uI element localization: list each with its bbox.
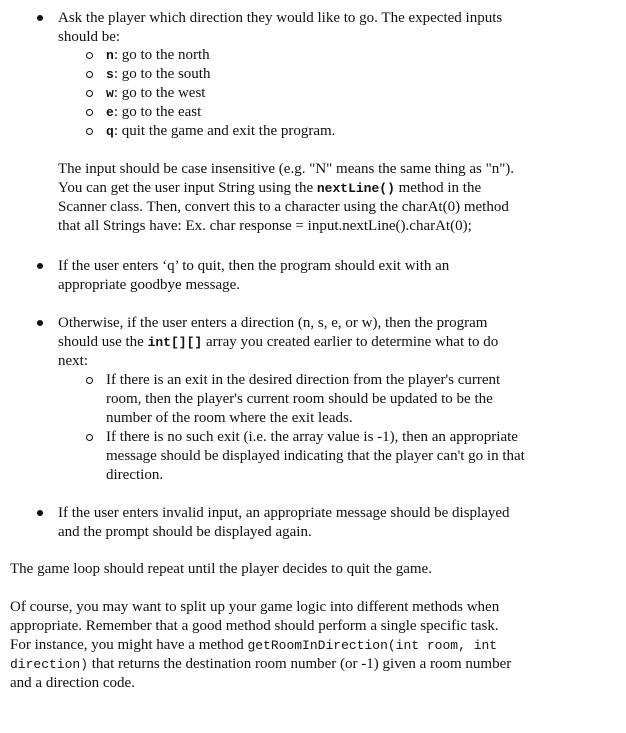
otherwise-line-2	[58, 333, 498, 352]
direction-item-s	[106, 65, 210, 84]
direction-key: q	[106, 124, 114, 139]
otherwise-text: array you created earlier to determine what to do	[202, 334, 499, 350]
otherwise-line-3: next:	[58, 353, 88, 369]
exit-exists-line-1: If there is an exit in the desired direction from the player's current	[106, 372, 501, 388]
code-int-array: int[][]	[147, 335, 203, 350]
circle-bullet	[86, 52, 93, 59]
invalid-paragraph	[58, 504, 510, 542]
circle-bullet	[86, 90, 93, 97]
otherwise-paragraph	[58, 314, 498, 371]
otherwise-text: should use the	[58, 334, 148, 350]
case-note-line-3: Scanner class. Then, convert this to a character using the charAt(0) method	[58, 199, 509, 215]
final-line-5: and a direction code.	[10, 675, 135, 691]
exit-exists-line-2: room, then the player's current room should be updated to be the	[106, 391, 493, 407]
final-line-4	[10, 655, 511, 674]
ask-line-1: Ask the player which direction they would like to go. The expected inputs	[58, 10, 503, 26]
ask-line-2: should be:	[58, 29, 121, 45]
final-paragraph	[10, 598, 511, 693]
circle-bullet	[86, 71, 93, 78]
exit-exists-line-3: number of the room where the exit leads.	[106, 410, 353, 426]
direction-item-n	[106, 46, 210, 65]
exit-exists-paragraph	[106, 371, 500, 428]
case-note-line-4: that all Strings have: Ex. char response = input.nextLine().charAt(0);	[58, 218, 472, 234]
no-exit-line-3: direction.	[106, 467, 164, 483]
no-exit-paragraph	[106, 428, 525, 485]
circle-bullet	[86, 377, 93, 384]
direction-item-w	[106, 84, 205, 103]
ask-paragraph	[58, 9, 502, 47]
case-note-line-2	[58, 179, 514, 198]
case-note-line-1: The input should be case insensitive (e.g. "N" means the same thing as "n").	[58, 161, 515, 177]
case-note-text: method in the	[394, 180, 482, 196]
no-exit-line-2: message should be displayed indicating that the player can't go in that	[106, 448, 525, 464]
final-line-3	[10, 636, 511, 655]
direction-desc: : go to the north	[113, 47, 210, 63]
bullet-dot	[37, 15, 43, 21]
direction-item-e	[106, 103, 201, 122]
final-text: For instance, you might have a method	[10, 637, 248, 653]
direction-key: w	[106, 86, 114, 101]
direction-key: e	[106, 105, 114, 120]
bullet-dot	[37, 263, 43, 269]
case-note-text: You can get the user input String using the	[58, 180, 317, 196]
direction-key: n	[106, 48, 114, 63]
loop-paragraph: The game loop should repeat until the player decides to quit the game.	[10, 561, 432, 577]
code-get-room: getRoomInDirection(int room, int	[247, 638, 498, 653]
no-exit-line-1: If there is no such exit (i.e. the array value is -1), then an appropriate	[106, 429, 518, 445]
quit-line-2: appropriate goodbye message.	[58, 277, 241, 293]
circle-bullet	[86, 109, 93, 116]
quit-paragraph	[58, 257, 449, 295]
case-note-paragraph	[58, 160, 514, 236]
bullet-dot	[37, 320, 43, 326]
direction-item-q	[106, 122, 335, 141]
final-line-2: appropriate. Remember that a good method should perform a single specific task.	[10, 618, 499, 634]
otherwise-line-1: Otherwise, if the user enters a direction (n, s, e, or w), then the program	[58, 315, 488, 331]
circle-bullet	[86, 434, 93, 441]
quit-line-1: If the user enters ‘q’ to quit, then the program should exit with an	[58, 258, 450, 274]
invalid-line-2: and the prompt should be displayed again.	[58, 524, 312, 540]
direction-desc: : quit the game and exit the program.	[113, 123, 336, 139]
direction-desc: : go to the east	[113, 104, 202, 120]
direction-desc: : go to the west	[113, 85, 206, 101]
code-direction: direction)	[10, 657, 89, 672]
final-line-1: Of course, you may want to split up your game logic into different methods when	[10, 599, 500, 615]
invalid-line-1: If the user enters invalid input, an appropriate message should be displayed	[58, 505, 510, 521]
circle-bullet	[86, 128, 93, 135]
code-nextline: nextLine()	[316, 181, 395, 196]
bullet-dot	[37, 510, 43, 516]
final-text: that returns the destination room number (or -1) given a room number	[88, 656, 512, 672]
direction-desc: : go to the south	[113, 66, 211, 82]
direction-key: s	[106, 67, 114, 82]
